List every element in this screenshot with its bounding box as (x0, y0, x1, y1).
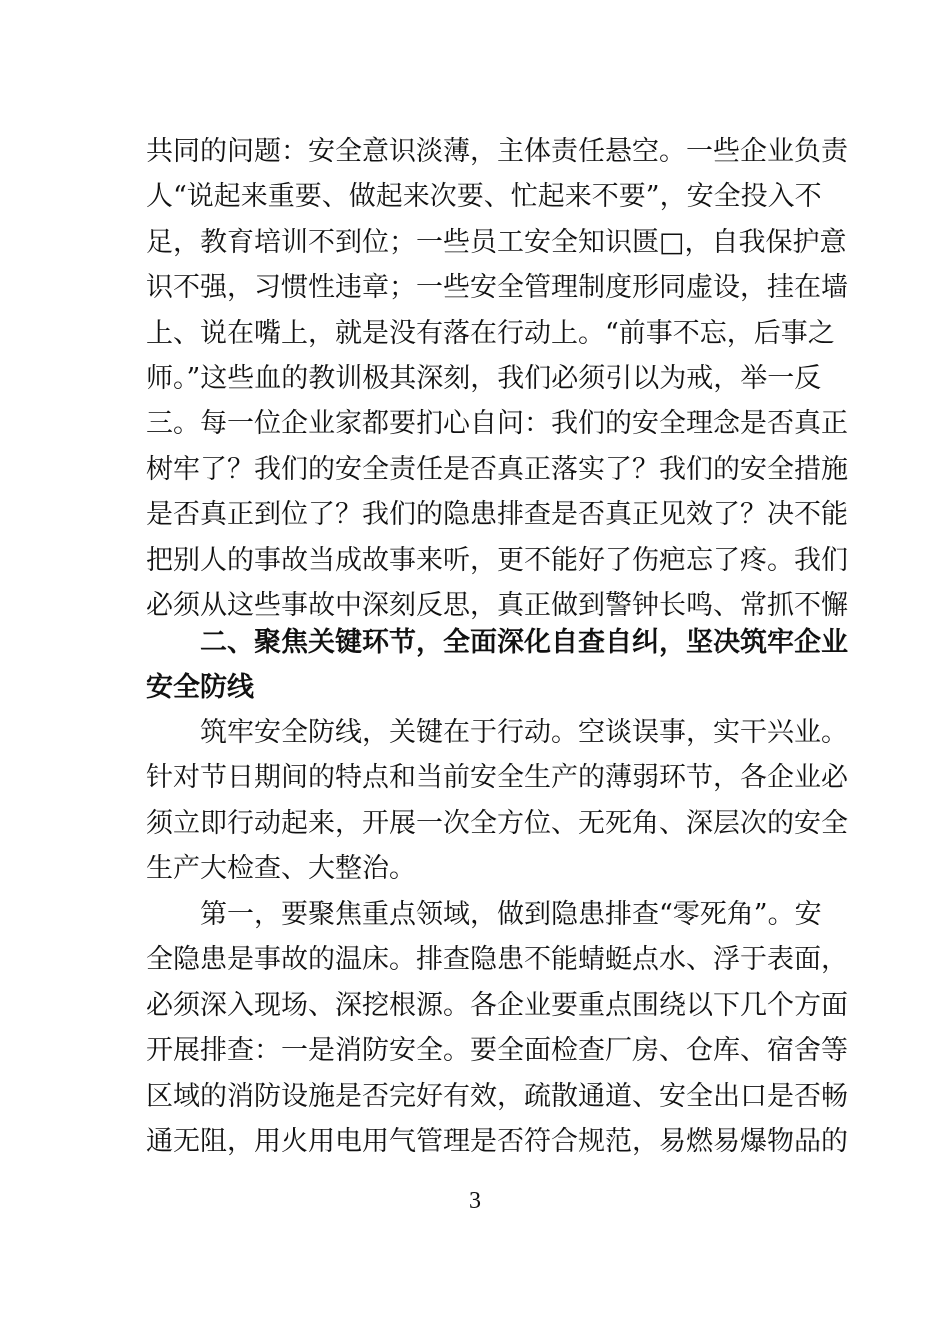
paragraph-action (146, 710, 848, 892)
text-line: 第一，要聚焦重点领域，做到隐患排查“零死角”。安 (200, 899, 822, 930)
text-line: 区域的消防设施是否完好有效，疏散通道、安全出口是否畅 (146, 1080, 848, 1112)
paragraph-first-point (146, 892, 848, 1164)
section-heading (146, 620, 848, 711)
text-line: 上、说在嘴上，就是没有落在行动上。“前事不忘，后事之 (146, 317, 835, 349)
text-line: 师。”这些血的教训极其深刻，我们必须引以为戒，举一反 (146, 362, 822, 394)
text-line: 开展排查：一是消防安全。要全面检查厂房、仓库、宿舍等 (146, 1035, 848, 1067)
page-number: 3 (469, 1188, 481, 1214)
text-line: 把别人的事故当成故事来听，更不能好了伤疤忘了疼。我们 (146, 544, 848, 576)
text-line: 针对节日期间的特点和当前安全生产的薄弱环节，各企业必 (146, 762, 848, 794)
text-line: 生产大检查、大整治。 (146, 853, 416, 885)
text-line: 足，教育培训不到位；一些员工安全知识匮□，自我保护意 (146, 226, 847, 258)
text-line: 人“说起来重要、做起来次要、忙起来不要”，安全投入不 (146, 181, 822, 213)
text-line: 树牢了？我们的安全责任是否真正落实了？我们的安全措施 (146, 453, 848, 485)
text-line: 全隐患是事故的温床。排查隐患不能蜻蜓点水、浮于表面， (146, 944, 848, 976)
text-line: 通无阻，用火用电用气管理是否符合规范，易燃易爆物品的 (146, 1125, 848, 1157)
text-line: 筑牢安全防线，关键在于行动。空谈误事，实干兴业。 (200, 717, 848, 748)
text-line: 是否真正到位了？我们的隐患排查是否真正见效了？决不能 (146, 499, 848, 531)
heading-line: 安全防线 (146, 672, 254, 704)
text-line: 必须深入现场、深挖根源。各企业要重点围绕以下几个方面 (146, 989, 848, 1021)
paragraph-continuation (146, 129, 848, 628)
heading-line: 二、聚焦关键环节，全面深化自查自纠，坚决筑牢企业 (200, 627, 848, 658)
text-line: 必须从这些事故中深刻反思，真正做到警钟长鸣、常抓不懈 (146, 589, 848, 621)
text-line: 三。每一位企业家都要扪心自问：我们的安全理念是否真正 (146, 408, 848, 440)
text-line: 共同的问题：安全意识淡薄，主体责任悬空。一些企业负责 (146, 136, 848, 167)
text-line: 须立即行动起来，开展一次全方位、无死角、深层次的安全 (146, 807, 848, 839)
text-line: 识不强，习惯性违章；一些安全管理制度形同虚设，挂在墙 (146, 272, 848, 304)
